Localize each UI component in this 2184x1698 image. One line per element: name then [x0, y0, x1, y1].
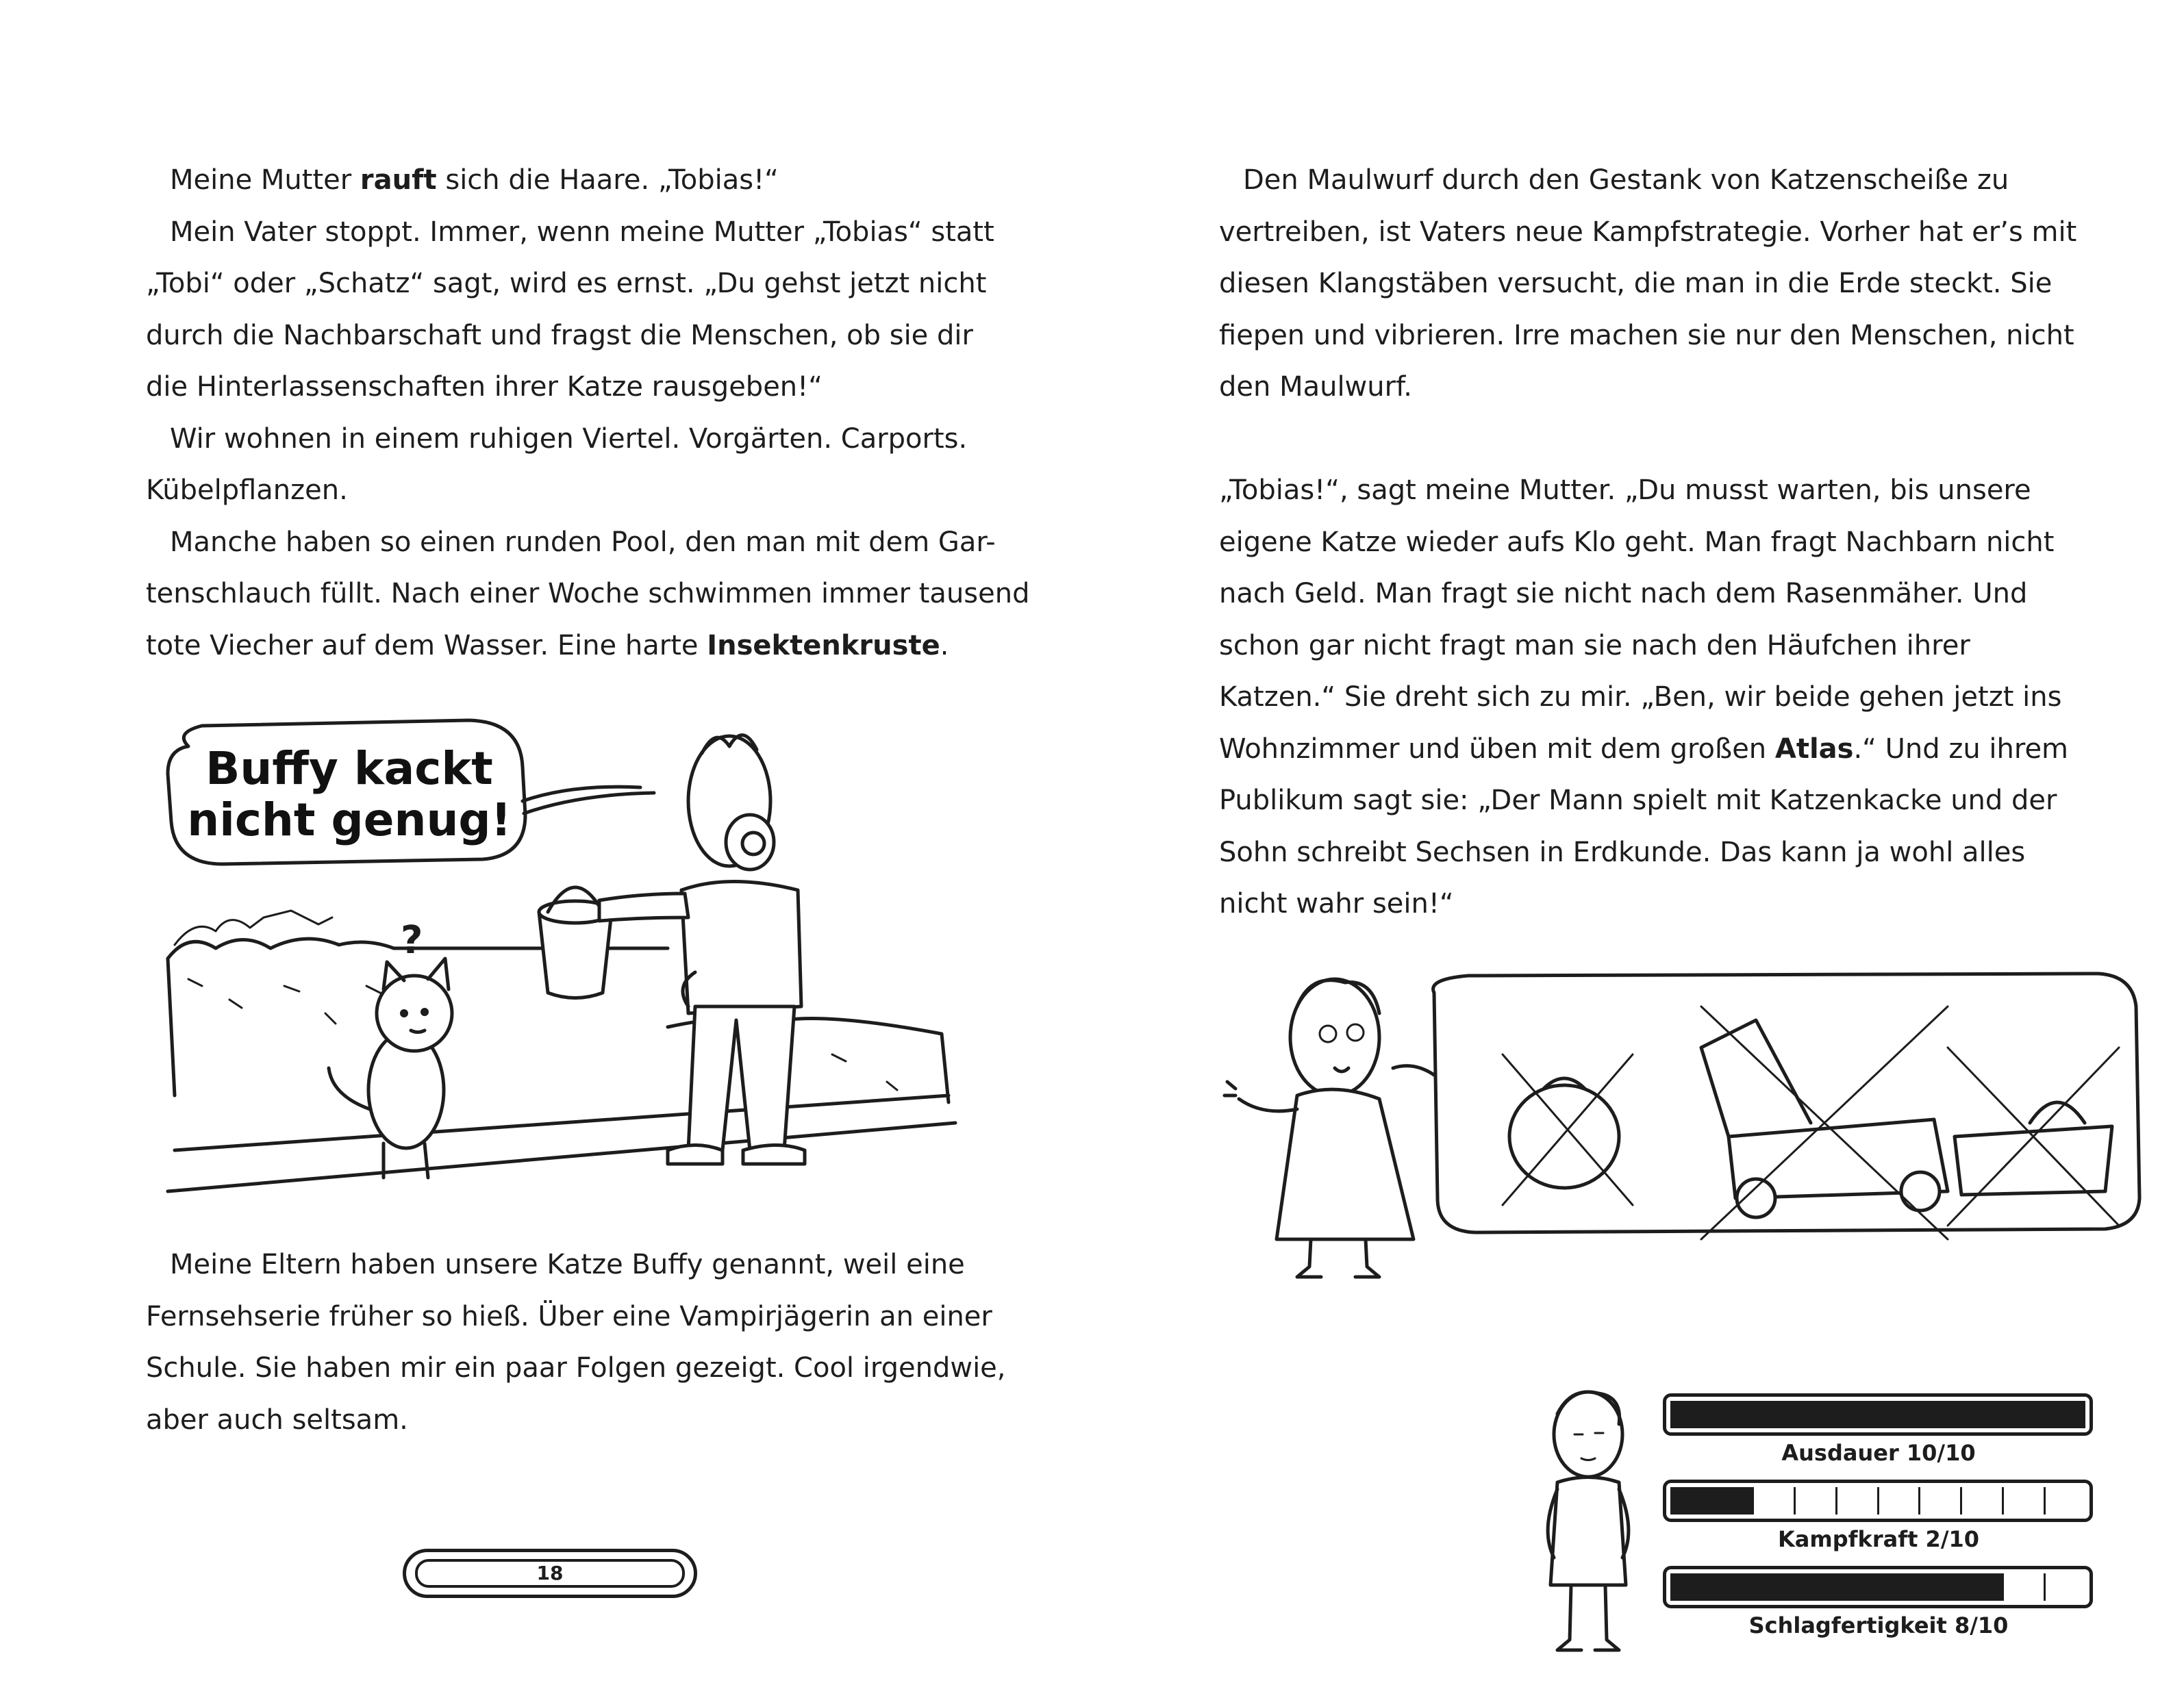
money-bag	[1503, 1054, 1633, 1205]
emphasis-word: rauft	[360, 164, 437, 196]
text-line: vertreiben, ist Vaters neue Kampfstrategie. Vorher hat er’s mit	[1219, 216, 2077, 248]
illustration-father-cat	[147, 712, 969, 1205]
mother-figure	[1225, 979, 1414, 1277]
emphasis-word: Insektenkruste	[707, 629, 940, 661]
stat-bar	[1663, 1480, 2093, 1522]
stat-kampfkraft	[1656, 1480, 2101, 1566]
stat-ausdauer	[1656, 1393, 2101, 1480]
text-line: Sohn schreibt Sechsen in Erdkunde. Das kann ja wohl alles	[1219, 836, 2026, 868]
text-line: „Tobias!“, sagt meine Mutter. „Du musst warten, bis unsere	[1219, 474, 2031, 506]
text-line: Manche haben so einen runden Pool, den man mit dem Gar-	[170, 526, 996, 558]
text-line: Fernsehserie früher so hieß. Über eine Vampirjägerin an einer	[146, 1300, 992, 1332]
stats-panel	[1656, 1393, 2101, 1652]
text-line: Schule. Sie haben mir ein paar Folgen gezeigt. Cool irgendwie,	[146, 1352, 1006, 1384]
stat-bar	[1663, 1393, 2093, 1436]
stat-bar	[1663, 1566, 2093, 1608]
stat-label: Ausdauer 10/10	[1781, 1440, 1976, 1466]
text-line: den Maulwurf.	[1219, 371, 1412, 403]
stat-fill	[1670, 1487, 1753, 1515]
text-line: Wohnzimmer und üben mit dem großen Atlas.“ Und zu ihrem	[1219, 733, 2069, 765]
text-line: die Hinterlassenschaften ihrer Katze rausgeben!“	[146, 371, 823, 403]
text-line: durch die Nachbarschaft und fragst die Menschen, ob sie dir	[146, 319, 973, 351]
stat-label: Kampfkraft 2/10	[1777, 1526, 1980, 1552]
emphasis-word: Atlas	[1774, 733, 1854, 765]
illustration-mother-thought	[1208, 965, 2167, 1287]
boy-figure	[1530, 1386, 1646, 1660]
left-text-top	[146, 155, 1030, 672]
text-line: Mein Vater stoppt. Immer, wenn meine Mutter „Tobias“ statt	[170, 216, 994, 248]
text-line: schon gar nicht fragt man sie nach den Häufchen ihrer	[1219, 629, 1970, 661]
text-line: fiepen und vibrieren. Irre machen sie nur den Menschen, nicht	[1219, 319, 2074, 351]
page-number-badge	[403, 1549, 697, 1598]
text-line: aber auch seltsam.	[146, 1404, 408, 1436]
text-line: Wir wohnen in einem ruhigen Viertel. Vorgärten. Carports.	[170, 422, 968, 455]
text-line: eigene Katze wieder aufs Klo geht. Man fragt Nachbarn nicht	[1219, 526, 2055, 558]
stat-schlagfertigkeit	[1656, 1566, 2101, 1652]
text-line: Meine Eltern haben unsere Katze Buffy genannt, weil eine	[170, 1249, 965, 1280]
speech-bubble-line2: nicht genug!	[187, 794, 512, 846]
text-line: Katzen.“ Sie dreht sich zu mir. „Ben, wir beide gehen jetzt ins	[1219, 681, 2062, 713]
page-number: 18	[536, 1562, 564, 1584]
text-line: „Tobi“ oder „Schatz“ sagt, wird es ernst. „Du gehst jetzt nicht	[146, 268, 987, 299]
text-line: Den Maulwurf durch den Gestank von Katzenscheiße zu	[1243, 164, 2009, 196]
svg-text:?: ?	[401, 918, 423, 963]
text-line: tote Viecher auf dem Wasser. Eine harte Insektenkruste.	[146, 629, 949, 661]
stat-fill	[1670, 1573, 2003, 1601]
text-line: Meine Mutter rauft sich die Haare. „Tobias!“	[170, 164, 779, 196]
text-line: tenschlauch füllt. Nach einer Woche schwimmen immer tausend	[146, 578, 1030, 609]
stat-fill	[1670, 1401, 2085, 1428]
speech-bubble-line1: Buffy kackt	[205, 742, 493, 795]
left-text-bottom	[146, 1239, 1006, 1446]
stat-label: Schlagfertigkeit 8/10	[1748, 1612, 2009, 1638]
right-text-top	[1219, 155, 2076, 414]
right-page	[1092, 0, 2183, 1698]
text-line: nach Geld. Man fragt sie nicht nach dem Rasenmäher. Und	[1219, 578, 2028, 609]
text-line: Kübelpflanzen.	[146, 474, 348, 506]
text-line: Publikum sagt sie: „Der Mann spielt mit Katzenkacke und der	[1219, 785, 2057, 816]
text-line: diesen Klangstäben versucht, die man in die Erde steckt. Sie	[1219, 268, 2053, 299]
text-line: nicht wahr sein!“	[1219, 888, 1454, 920]
right-text-mid	[1219, 465, 2068, 930]
